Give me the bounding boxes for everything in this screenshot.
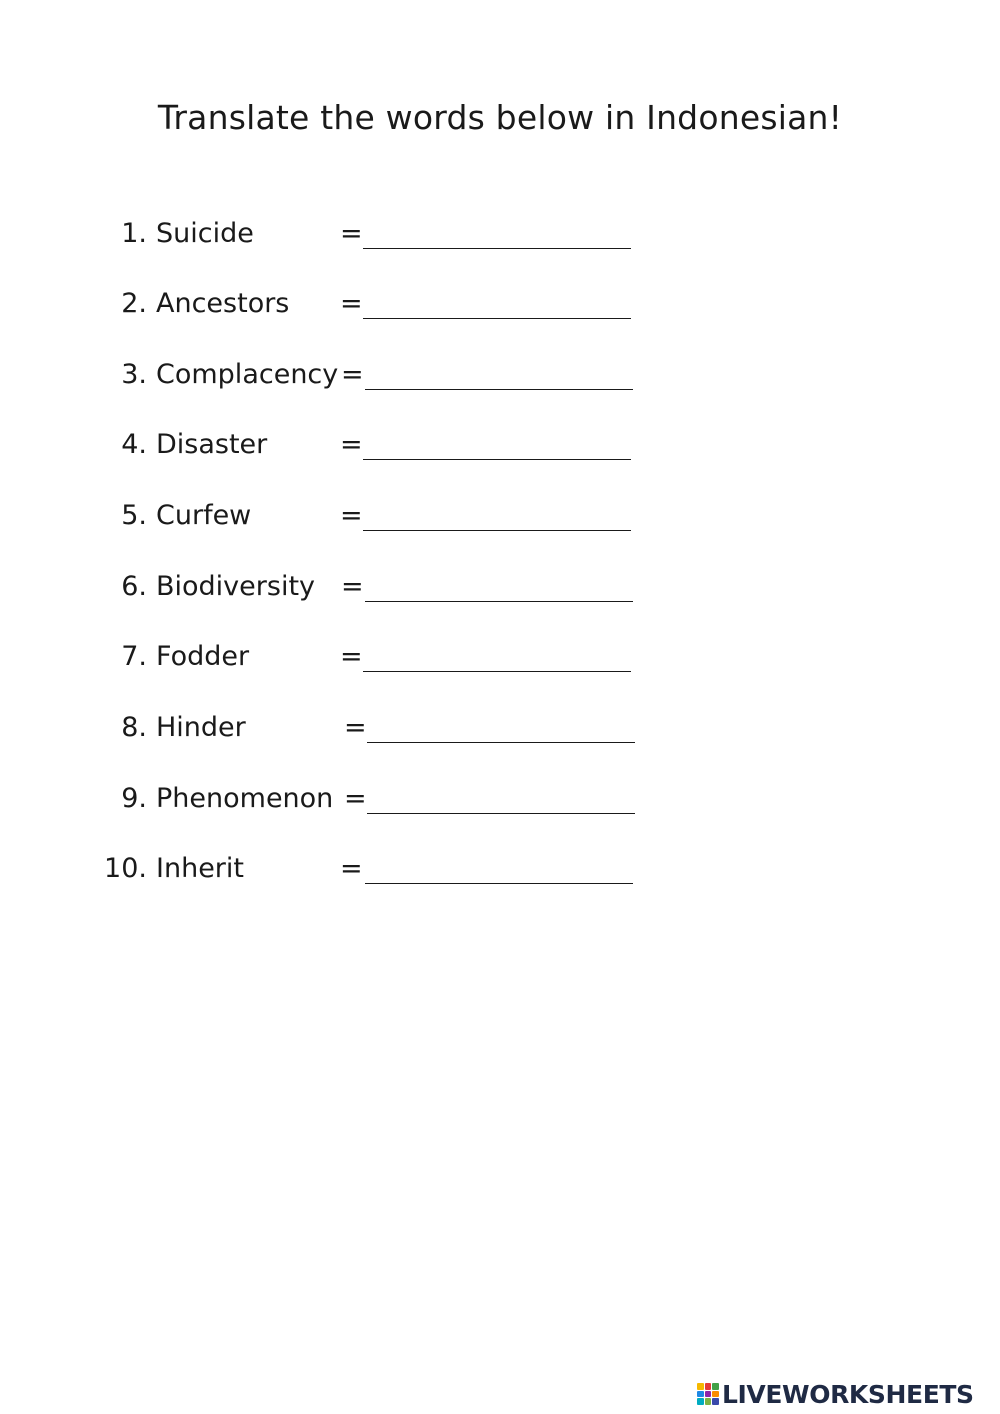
item-number: 3.	[121, 359, 147, 390]
answer-blank[interactable]	[365, 601, 633, 602]
item-number: 10.	[104, 853, 147, 884]
answer-blank[interactable]	[363, 318, 631, 319]
item-number: 1.	[121, 218, 147, 249]
logo-square	[712, 1383, 719, 1390]
item-number: 8.	[121, 712, 147, 743]
logo-square	[712, 1398, 719, 1405]
list-item	[0, 214, 1000, 254]
equals-sign: =	[340, 288, 363, 319]
logo-square	[705, 1383, 712, 1390]
logo-square	[712, 1391, 719, 1398]
equals-sign: =	[340, 853, 363, 884]
item-word: Hinder	[156, 712, 246, 743]
logo-text: LIVEWORKSHEETS	[722, 1379, 974, 1409]
item-word: Inherit	[156, 853, 244, 884]
item-word: Fodder	[156, 641, 250, 672]
answer-blank[interactable]	[363, 459, 631, 460]
answer-blank[interactable]	[363, 671, 631, 672]
page-title: Translate the words below in Indonesian!	[157, 98, 843, 137]
answer-blank[interactable]	[363, 248, 631, 249]
item-number: 4.	[121, 429, 147, 460]
list-item	[0, 496, 1000, 536]
logo-square	[697, 1398, 704, 1405]
logo-square	[697, 1383, 704, 1390]
logo-square	[697, 1391, 704, 1398]
item-word: Biodiversity	[156, 571, 316, 602]
equals-sign: =	[344, 783, 367, 814]
list-item	[0, 355, 1000, 395]
answer-blank[interactable]	[365, 883, 633, 884]
list-item	[0, 284, 1000, 324]
item-number: 9.	[121, 783, 147, 814]
item-number: 7.	[121, 641, 147, 672]
answer-blank[interactable]	[365, 389, 633, 390]
item-word: Disaster	[156, 429, 268, 460]
list-item	[0, 708, 1000, 748]
logo-square	[705, 1398, 712, 1405]
item-word: Ancestors	[156, 288, 290, 319]
equals-sign: =	[340, 218, 363, 249]
logo-grid-icon	[697, 1383, 719, 1405]
equals-sign: =	[340, 641, 363, 672]
item-word: Curfew	[156, 500, 252, 531]
list-item	[0, 849, 1000, 889]
list-item	[0, 425, 1000, 465]
liveworksheets-logo	[697, 1378, 974, 1410]
list-item	[0, 779, 1000, 819]
item-number: 5.	[121, 500, 147, 531]
answer-blank[interactable]	[367, 742, 635, 743]
equals-sign: =	[341, 571, 364, 602]
item-word: Complacency	[156, 359, 339, 390]
equals-sign: =	[344, 712, 367, 743]
item-word: Suicide	[156, 218, 254, 249]
list-item	[0, 637, 1000, 677]
answer-blank[interactable]	[363, 530, 631, 531]
item-number: 2.	[121, 288, 147, 319]
equals-sign: =	[341, 359, 364, 390]
equals-sign: =	[340, 429, 363, 460]
answer-blank[interactable]	[367, 813, 635, 814]
logo-square	[705, 1391, 712, 1398]
item-number: 6.	[121, 571, 147, 602]
equals-sign: =	[340, 500, 363, 531]
list-item	[0, 567, 1000, 607]
item-word: Phenomenon	[156, 783, 334, 814]
